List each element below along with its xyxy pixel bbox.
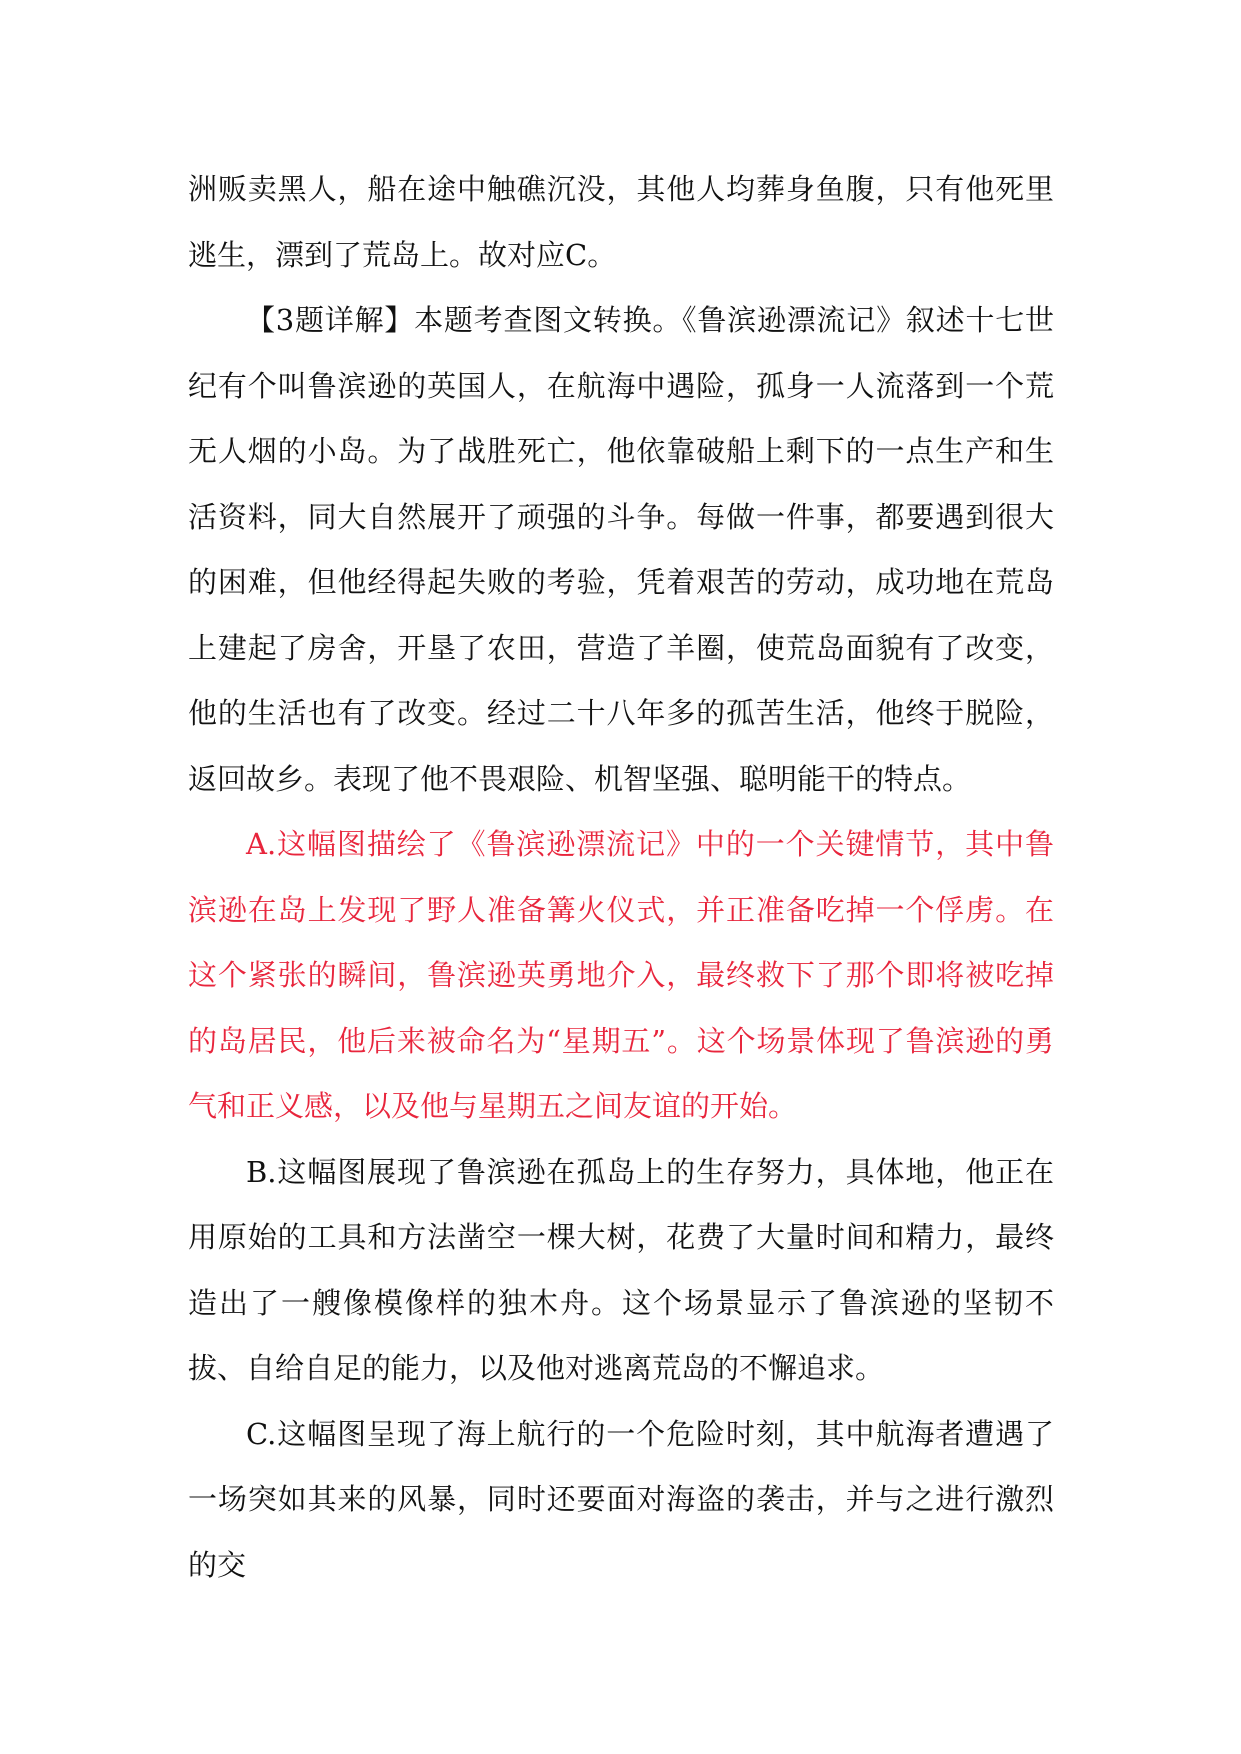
paragraph-option-c: C.这幅图呈现了海上航行的一个危险时刻，其中航海者遭遇了一场突如其来的风暴，同时还要面对海盗的袭击，并与之进行激烈的交 (188, 1416, 1054, 1582)
paragraph-option-a: A.这幅图描绘了《鲁滨逊漂流记》中的一个关键情节，其中鲁滨逊在岛上发现了野人准备篝火仪式，并正准备吃掉一个俘虏。在这个紧张的瞬间，鲁滨逊英勇地介入，最终救下了那个即将被吃掉的岛居民，他后来被命名为“星期五”。这个场景体现了鲁滨逊的勇气和正义感，以及他与星期五之间友谊的开始。 (188, 827, 1054, 1123)
paragraph-continuation: 洲贩卖黑人，船在途中触礁沉没，其他人均葬身鱼腹，只有他死里逃生，漂到了荒岛上。故对应C。 (188, 172, 1054, 272)
paragraph-option-b: B.这幅图展现了鲁滨逊在孤岛上的生存努力，具体地，他正在用原始的工具和方法凿空一棵大树，花费了大量时间和精力，最终造出了一艘像模像样的独木舟。这个场景显示了鲁滨逊的坚韧不拔、自给自足的能力，以及他对逃离荒岛的不懈追求。 (188, 1154, 1054, 1385)
paragraph-question-3-explanation: 【3题详解】本题考查图文转换。《鲁滨逊漂流记》叙述十七世纪有个叫鲁滨逊的英国人，在航海中遇险，孤身一人流落到一个荒无人烟的小岛。为了战胜死亡，他依靠破船上剩下的一点生产和生活资料，同大自然展开了顽强的斗争。每做一件事，都要遇到很大的困难，但他经得起失败的考验，凭着艰苦的劳动，成功地在荒岛上建起了房舍，开垦了农田，营造了羊圈，使荒岛面貌有了改变，他的生活也有了改变。经过二十八年多的孤苦生活，他终于脱险，返回故乡。表现了他不畏艰险、机智坚强、聪明能干的特点。 (188, 303, 1054, 796)
document-body (188, 157, 1054, 1598)
